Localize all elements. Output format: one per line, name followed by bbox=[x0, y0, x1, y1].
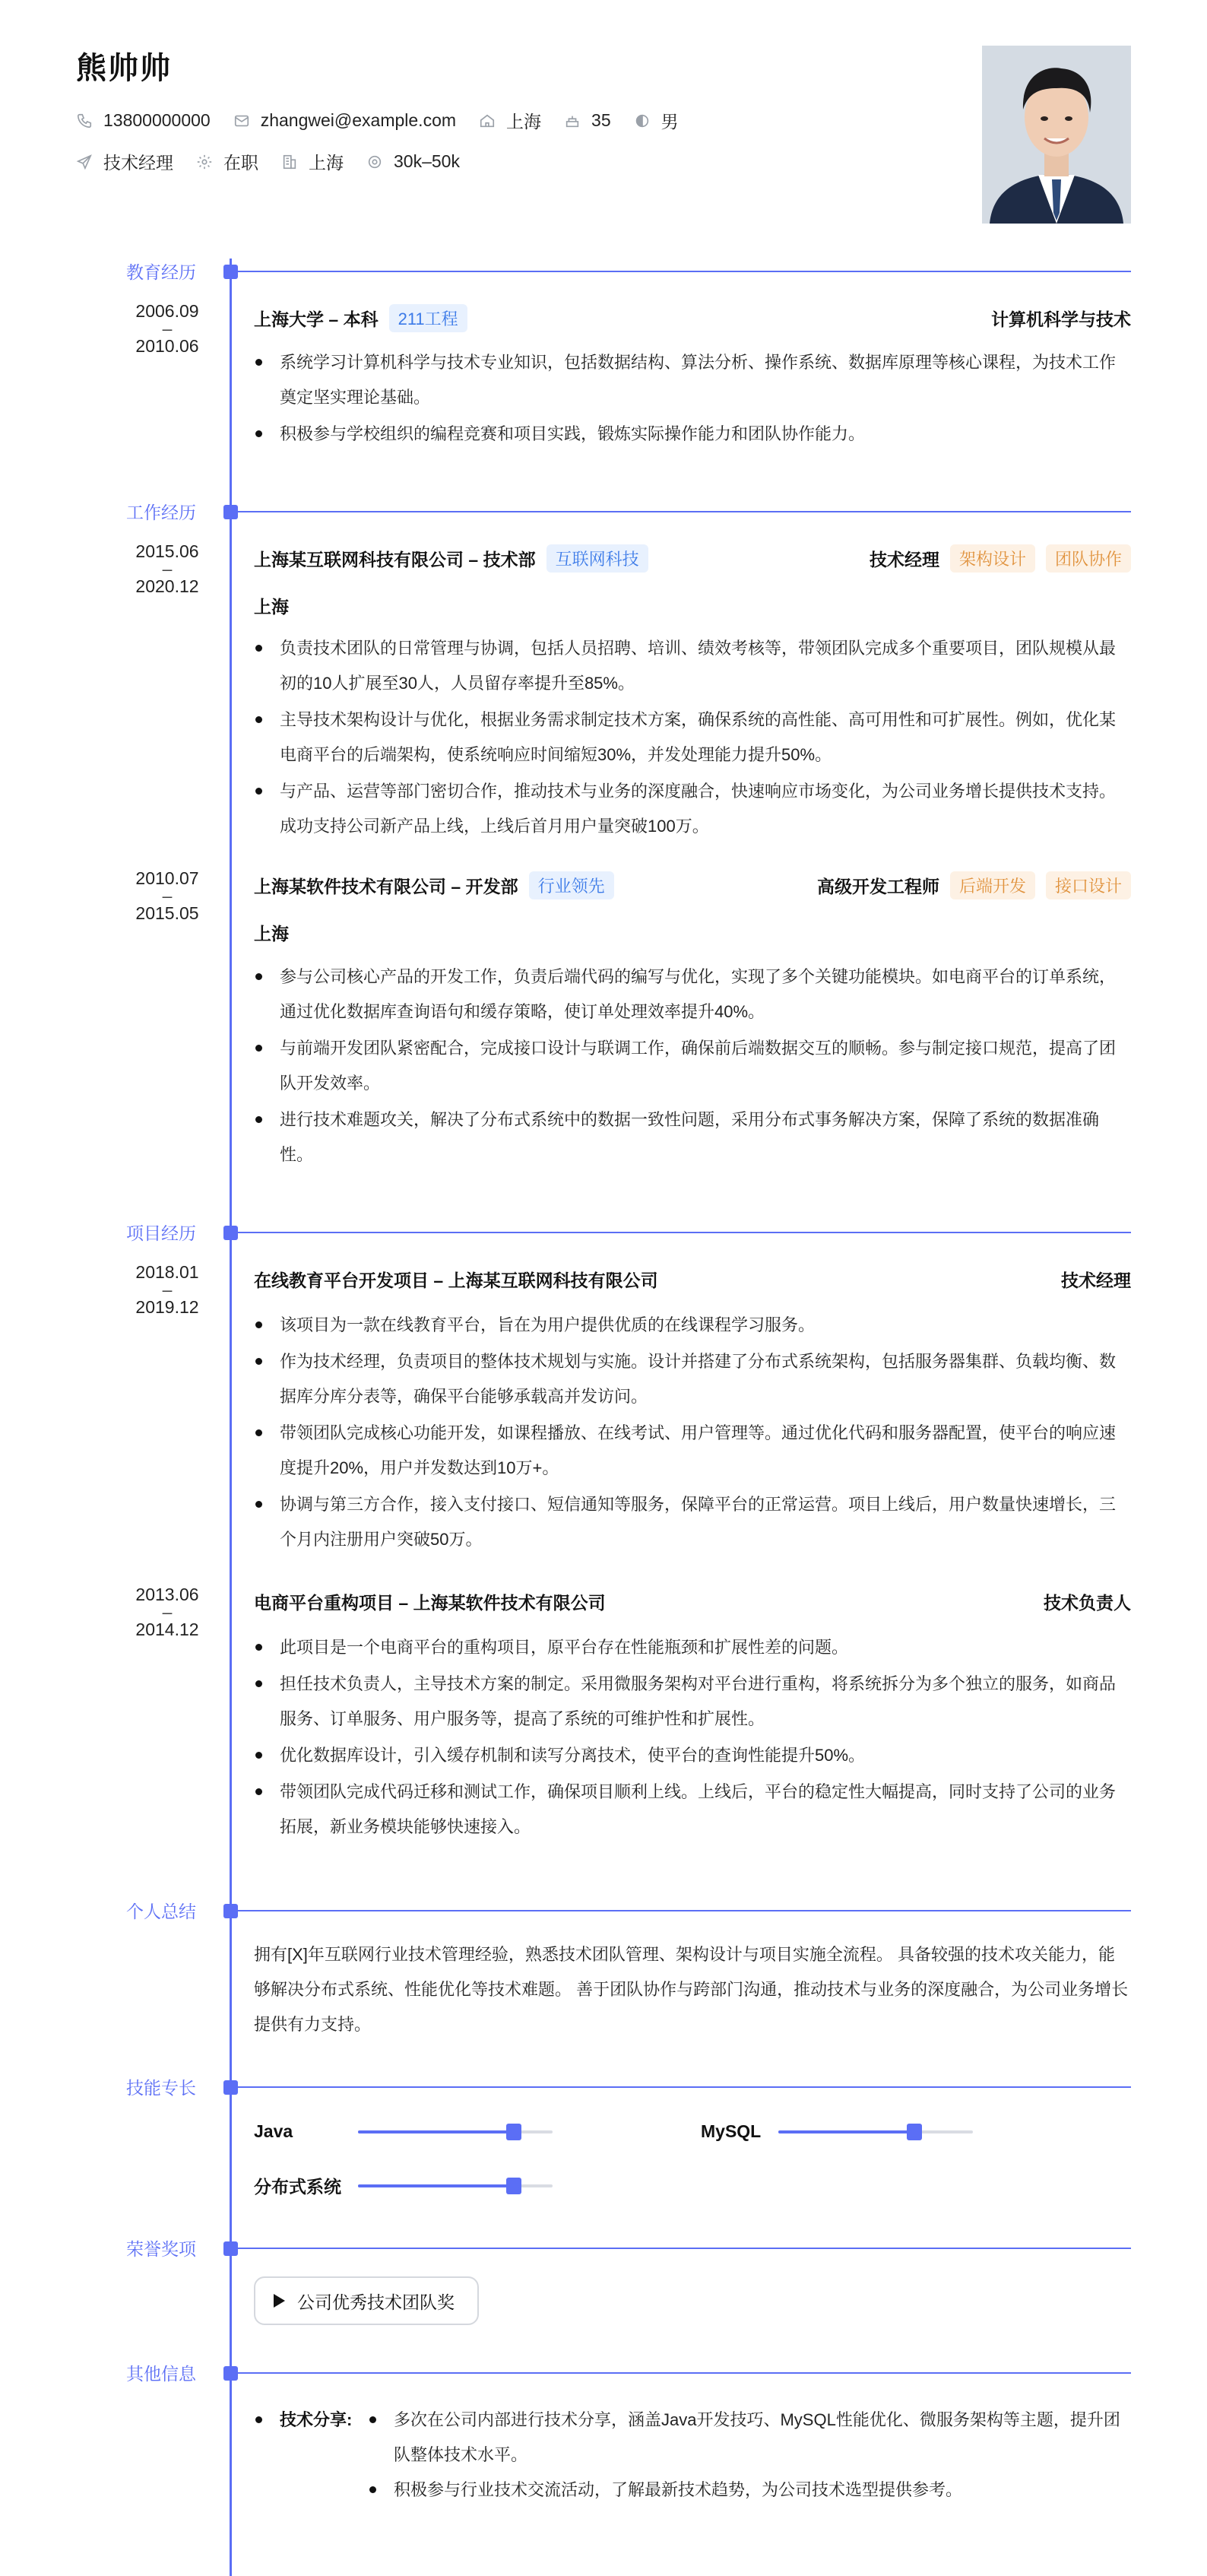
project-entry-header bbox=[254, 1267, 1131, 1292]
company-tag: 互联网科技 bbox=[546, 544, 648, 573]
section-divider bbox=[237, 1910, 1131, 1911]
list-item: 协调与第三方合作，接入支付接口、短信通知等服务，保障平台的正常运营。项目上线后，用户数量快速增长，三个月内注册用户突破50万。 bbox=[254, 1487, 1129, 1557]
play-icon bbox=[274, 2294, 285, 2308]
gender-icon bbox=[634, 113, 651, 129]
date-end: 2010.06 bbox=[135, 336, 199, 356]
timeline-line bbox=[230, 259, 232, 2576]
salary-text: 30k–50k bbox=[394, 151, 460, 171]
date-range bbox=[118, 301, 217, 356]
list-item: 进行技术难题攻关，解决了分布式系统中的数据一致性问题，采用分布式事务解决方案，保障了系统的数据准确性。 bbox=[254, 1102, 1129, 1172]
section-title-other: 其他信息 bbox=[126, 2364, 196, 2384]
age-text: 35 bbox=[591, 110, 611, 130]
position-text: 技术经理 bbox=[103, 153, 173, 173]
date-start: 2018.01 bbox=[135, 1262, 199, 1282]
company-name: 上海某软件技术有限公司 – 开发部 bbox=[254, 877, 518, 896]
email-item bbox=[233, 110, 456, 131]
section-title-honors: 荣誉奖项 bbox=[126, 2239, 196, 2259]
section-marker bbox=[223, 2080, 238, 2095]
skill-item bbox=[254, 2173, 553, 2198]
city-text: 上海 bbox=[506, 112, 542, 132]
phone-icon bbox=[76, 113, 93, 129]
gender-item bbox=[634, 108, 679, 133]
list-item: 多次在公司内部进行技术分享，涵盖Java开发技巧、MySQL性能优化、微服务架构等主题，提升团队整体技术水平。 bbox=[368, 2403, 1131, 2473]
date-end: 2014.12 bbox=[135, 1620, 199, 1639]
date-end: 2019.12 bbox=[135, 1297, 199, 1317]
age-icon bbox=[564, 113, 581, 129]
list-item: 参与公司核心产品的开发工作，负责后端代码的编写与优化，实现了多个关键功能模块。如电商平台的订单系统，通过优化数据库查询语句和缓存策略，使订单处理效率提升40%。 bbox=[254, 960, 1129, 1029]
skill-tag: 接口设计 bbox=[1046, 871, 1131, 899]
gear-icon bbox=[196, 154, 213, 170]
other-info bbox=[254, 2403, 1131, 2508]
section-divider bbox=[237, 1232, 1131, 1233]
summary-text: 拥有[X]年互联网行业技术管理经验，熟悉技术团队管理、架构设计与项目实施全流程。 具备较强的技术攻关能力，能够解决分布式系统、性能优化等技术难题。 善于团队协作与跨部门沟通，推动技术与业务的深度融合，为公司业务增长提供有力支持。 bbox=[254, 1945, 1129, 2034]
skill-name: 分布式系统 bbox=[254, 2177, 341, 2197]
other-list bbox=[368, 2403, 1131, 2508]
list-item: 该项目为一款在线教育平台，旨在为用户提供优质的在线课程学习服务。 bbox=[254, 1308, 1129, 1343]
skill-level-fill bbox=[358, 2130, 514, 2133]
skill-level-bar bbox=[778, 2130, 973, 2133]
section-marker bbox=[223, 265, 238, 279]
list-item: 此项目是一个电商平台的重构项目，原平台存在性能瓶颈和扩展性差的问题。 bbox=[254, 1630, 1129, 1665]
section-title-work: 工作经历 bbox=[126, 503, 196, 522]
work-bullets bbox=[254, 631, 1129, 845]
section-title-skills: 技能专长 bbox=[126, 2078, 196, 2098]
date-start: 2013.06 bbox=[135, 1585, 199, 1604]
other-key: 技术分享: bbox=[254, 2403, 368, 2508]
education-entry-header bbox=[254, 304, 1131, 332]
project-role: 技术经理 bbox=[1061, 1271, 1131, 1290]
list-item: 带领团队完成核心功能开发，如课程播放、在线考试、用户管理等。通过优化代码和服务器配置，使平台的响应速度提升20%，用户并发数达到10万+。 bbox=[254, 1416, 1129, 1486]
school-tag: 211工程 bbox=[389, 304, 467, 332]
home-icon bbox=[479, 113, 496, 129]
status-item bbox=[196, 149, 258, 174]
date-dash: – bbox=[162, 1602, 173, 1622]
list-item: 优化数据库设计，引入缓存机制和读写分离技术，使平台的查询性能提升50%。 bbox=[254, 1738, 1129, 1773]
candidate-name: 熊帅帅 bbox=[76, 52, 172, 85]
project-name: 电商平台重构项目 – 上海某软件技术有限公司 bbox=[254, 1593, 606, 1613]
skill-item bbox=[701, 2121, 973, 2142]
section-divider bbox=[237, 511, 1131, 512]
section-title-summary: 个人总结 bbox=[126, 1902, 196, 1921]
skill-item bbox=[254, 2121, 553, 2142]
work-bullets bbox=[254, 960, 1129, 1174]
list-item: 担任技术负责人，主导技术方案的制定。采用微服务架构对平台进行重构，将系统拆分为多个独立的服务，如商品服务、订单服务、用户服务等，提高了系统的可维护性和扩展性。 bbox=[254, 1667, 1129, 1737]
education-bullets bbox=[254, 345, 1129, 453]
email-text: zhangwei@example.com bbox=[260, 110, 457, 130]
date-dash: – bbox=[162, 1280, 173, 1299]
date-start: 2015.06 bbox=[135, 541, 199, 561]
date-range bbox=[118, 868, 217, 923]
skill-level-fill bbox=[358, 2184, 514, 2187]
mail-icon bbox=[233, 113, 250, 129]
job-city: 上海 bbox=[254, 924, 289, 944]
date-dash: – bbox=[162, 319, 173, 338]
section-marker bbox=[223, 1904, 238, 1918]
list-item: 主导技术架构设计与优化，根据业务需求制定技术方案，确保系统的高性能、高可用性和可扩展性。例如，优化某电商平台的后端架构，使系统响应时间缩短30%，并发处理能力提升50%。 bbox=[254, 703, 1129, 772]
job-city: 上海 bbox=[254, 597, 289, 617]
project-name: 在线教育平台开发项目 – 上海某互联网科技有限公司 bbox=[254, 1271, 658, 1290]
list-item: 负责技术团队的日常管理与协调，包括人员招聘、培训、绩效考核等，带领团队完成多个重要项目，团队规模从最初的10人扩展至30人，人员留存率提升至85%。 bbox=[254, 631, 1129, 701]
major-name: 计算机科学与技术 bbox=[991, 309, 1131, 329]
skill-tag: 架构设计 bbox=[950, 544, 1035, 573]
section-divider bbox=[237, 2086, 1131, 2088]
section-title-education: 教育经历 bbox=[126, 262, 196, 282]
list-item: 带领团队完成代码迁移和测试工作，确保项目顺利上线。上线后，平台的稳定性大幅提高，同时支持了公司的业务拓展，新业务模块能够快速接入。 bbox=[254, 1775, 1129, 1845]
date-end: 2020.12 bbox=[135, 576, 199, 596]
list-item: 积极参与行业技术交流活动，了解最新技术趋势，为公司技术选型提供参考。 bbox=[368, 2473, 1131, 2508]
skill-level-bar bbox=[358, 2130, 553, 2133]
work-city-text: 上海 bbox=[309, 153, 344, 173]
list-item: 与前端开发团队紧密配合，完成接口设计与联调工作，确保前后端数据交互的顺畅。参与制定接口规范，提高了团队开发效率。 bbox=[254, 1031, 1129, 1101]
skill-tag: 后端开发 bbox=[950, 871, 1035, 899]
date-end: 2015.05 bbox=[135, 903, 199, 923]
phone-text: 13800000000 bbox=[103, 110, 211, 130]
job-role: 高级开发工程师 bbox=[816, 877, 939, 896]
skill-name: MySQL bbox=[701, 2121, 762, 2141]
company-tag: 行业领先 bbox=[529, 871, 614, 899]
award-label: 公司优秀技术团队奖 bbox=[297, 2292, 455, 2312]
job-row bbox=[76, 149, 483, 174]
phone-item bbox=[76, 110, 211, 131]
job-role: 技术经理 bbox=[869, 550, 939, 569]
section-marker bbox=[223, 1226, 238, 1240]
project-bullets bbox=[254, 1308, 1129, 1559]
send-icon bbox=[76, 154, 93, 170]
work-entry-header bbox=[254, 871, 1131, 899]
position-item bbox=[76, 149, 173, 174]
skill-level-knob bbox=[907, 2124, 922, 2140]
project-entry-header bbox=[254, 1589, 1131, 1614]
age-item bbox=[564, 110, 611, 131]
salary-item bbox=[366, 151, 460, 172]
portrait-image bbox=[982, 46, 1131, 224]
award-item[interactable] bbox=[254, 2276, 479, 2325]
skill-level-knob bbox=[506, 2124, 521, 2140]
project-role: 技术负责人 bbox=[1044, 1593, 1131, 1613]
skill-name: Java bbox=[254, 2121, 293, 2141]
section-marker bbox=[223, 505, 238, 519]
section-divider bbox=[237, 2248, 1131, 2249]
section-divider bbox=[237, 2372, 1131, 2374]
list-item: 积极参与学校组织的编程竞赛和项目实践，锻炼实际操作能力和团队协作能力。 bbox=[254, 417, 1129, 452]
school-name: 上海大学 – 本科 bbox=[254, 309, 379, 329]
date-range bbox=[118, 1262, 217, 1317]
project-bullets bbox=[254, 1630, 1129, 1846]
status-text: 在职 bbox=[223, 153, 258, 173]
list-item: 作为技术经理，负责项目的整体技术规划与实施。设计并搭建了分布式系统架构，包括服务器集群、负载均衡、数据库分库分表等，确保平台能够承载高并发访问。 bbox=[254, 1344, 1129, 1414]
skill-tag: 团队协作 bbox=[1046, 544, 1131, 573]
list-item: 系统学习计算机科学与技术专业知识，包括数据结构、算法分析、操作系统、数据库原理等核心课程，为技术工作奠定坚实理论基础。 bbox=[254, 345, 1129, 415]
list-item: 与产品、运营等部门密切合作，推动技术与业务的深度融合，快速响应市场变化，为公司业务增长提供技术支持。成功支持公司新产品上线，上线后首月用户量突破100万。 bbox=[254, 774, 1129, 844]
work-entry-header bbox=[254, 544, 1131, 573]
company-name: 上海某互联网科技有限公司 – 技术部 bbox=[254, 550, 536, 569]
date-dash: – bbox=[162, 559, 173, 579]
city-item bbox=[479, 108, 541, 133]
skill-level-knob bbox=[506, 2178, 521, 2194]
date-dash: – bbox=[162, 886, 173, 906]
coin-icon bbox=[366, 154, 383, 170]
section-marker bbox=[223, 2366, 238, 2381]
building-icon bbox=[281, 154, 298, 170]
skill-level-bar bbox=[358, 2184, 553, 2187]
contact-row bbox=[76, 108, 702, 133]
gender-text: 男 bbox=[661, 112, 679, 132]
date-start: 2006.09 bbox=[135, 301, 199, 321]
date-range bbox=[118, 1585, 217, 1639]
section-title-projects: 项目经历 bbox=[126, 1223, 196, 1243]
profile-photo bbox=[982, 46, 1131, 224]
date-range bbox=[118, 541, 217, 596]
date-start: 2010.07 bbox=[135, 868, 199, 888]
section-divider bbox=[237, 271, 1131, 272]
work-city-item bbox=[281, 149, 344, 174]
skill-level-fill bbox=[778, 2130, 914, 2133]
section-marker bbox=[223, 2241, 238, 2256]
